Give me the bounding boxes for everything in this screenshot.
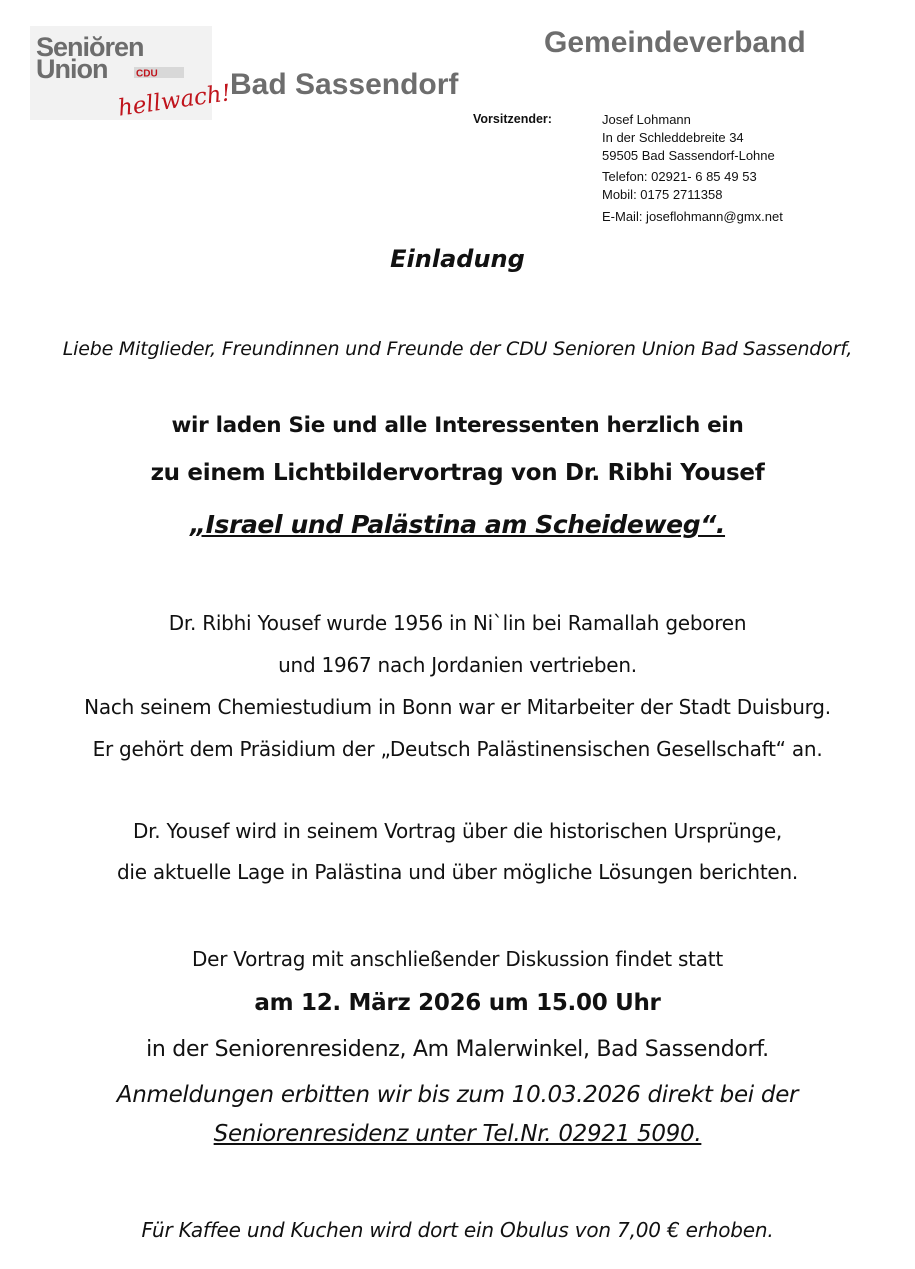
contact-mobile: Mobil: 0175 2711358 [602, 187, 723, 202]
org-place: Bad Sassendorf [230, 68, 459, 101]
contact-street: In der Schleddebreite 34 [602, 130, 744, 145]
logo-line2: Union [36, 54, 108, 84]
chair-label: Vorsitzender: [473, 112, 552, 126]
letter-title: Einladung [390, 245, 525, 273]
talk-topic: „Israel und Palästina am Scheideweg“. [189, 510, 726, 539]
event-date: am 12. März 2026 um 15.00 Uhr [254, 990, 661, 1016]
fee-note: Für Kaffee und Kuchen wird dort ein Obulus von 7,00 € erhoben. [141, 1218, 774, 1242]
greeting: Liebe Mitglieder, Freundinnen und Freunde der CDU Senioren Union Bad Sassendorf, [62, 338, 853, 360]
contact-email[interactable]: E-Mail: joseflohmann@gmx.net [602, 209, 783, 224]
logo-graphic [30, 26, 233, 122]
summary-line: die aktuelle Lage in Palästina und über mögliche Lösungen berichten. [116, 860, 799, 884]
logo-badge: CDU [136, 68, 158, 80]
logo-tagline: hellwach! [116, 80, 233, 122]
registration-note: Anmeldungen erbitten wir bis zum 10.03.2026 direkt bei der [116, 1082, 799, 1108]
summary-line: Dr. Yousef wird in seinem Vortrag über die historischen Ursprünge, [132, 819, 783, 843]
bio-line: Dr. Ribhi Yousef wurde 1956 in Ni`lin bei Ramallah geboren [168, 611, 747, 635]
invitation-lead: wir laden Sie und alle Interessenten herzlich ein [171, 413, 744, 438]
registration-contact: Seniorenresidenz unter Tel.Nr. 02921 5090. [213, 1121, 702, 1147]
bio-line: Nach seinem Chemiestudium in Bonn war er Mitarbeiter der Stadt Duisburg. [84, 695, 831, 719]
senioren-union-logo [30, 26, 233, 122]
contact-phone: Telefon: 02921- 6 85 49 53 [602, 169, 757, 184]
org-title: Gemeindeverband [544, 26, 806, 59]
invitation-speaker: zu einem Lichtbildervortrag von Dr. Ribhi Yousef [150, 460, 765, 486]
bio-line: und 1967 nach Jordanien vertrieben. [278, 653, 637, 677]
contact-city: 59505 Bad Sassendorf-Lohne [602, 148, 775, 163]
bio-line: Er gehört dem Präsidium der „Deutsch Palästinensischen Gesellschaft“ an. [92, 737, 823, 761]
event-venue: in der Seniorenresidenz, Am Malerwinkel, Bad Sassendorf. [146, 1037, 769, 1062]
event-intro: Der Vortrag mit anschließender Diskussion findet statt [192, 947, 723, 971]
contact-name: Josef Lohmann [602, 112, 691, 127]
logo-line1: Seniŏren [36, 32, 144, 62]
